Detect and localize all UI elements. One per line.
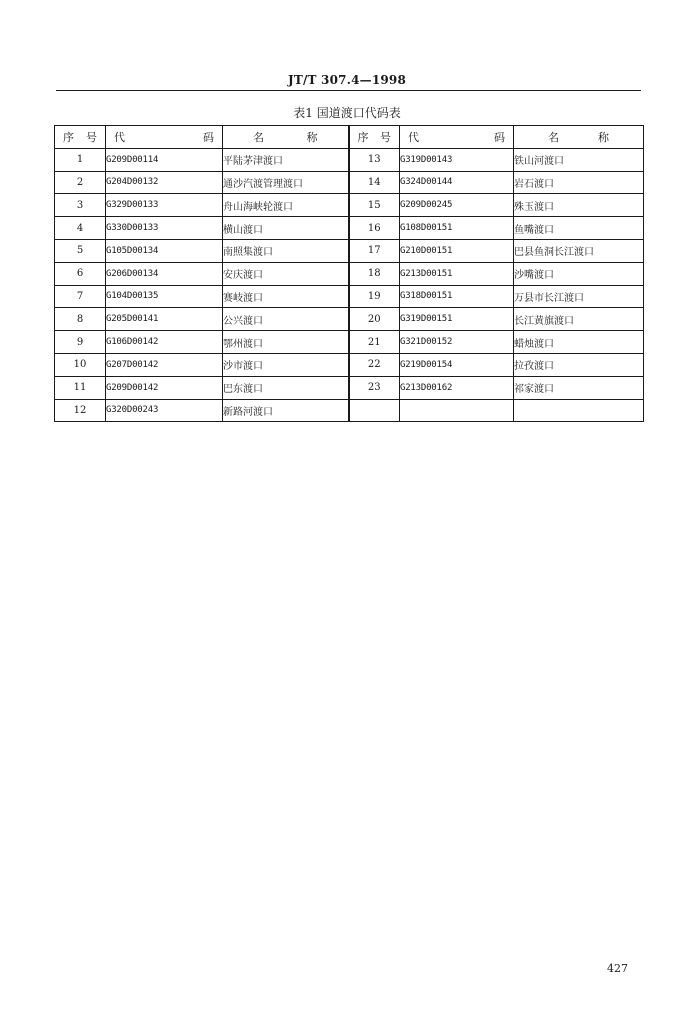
code-cell: G209D00114 <box>106 148 223 171</box>
seq-cell: 12 <box>55 399 106 422</box>
table-row <box>55 376 644 399</box>
code-cell: G213D00151 <box>400 262 514 285</box>
seq-cell: 21 <box>349 331 400 354</box>
code-cell: G209D00245 <box>400 194 514 217</box>
seq-cell: 17 <box>349 239 400 262</box>
name-cell: 通沙汽渡管理渡口 <box>223 171 349 194</box>
code-cell: G108D00151 <box>400 217 514 240</box>
name-cell <box>514 399 644 422</box>
name-cell: 舟山海峡轮渡口 <box>223 194 349 217</box>
code-cell: G206D00134 <box>106 262 223 285</box>
table-row <box>55 331 644 354</box>
seq-cell: 11 <box>55 376 106 399</box>
header-rule <box>56 90 641 91</box>
code-cell: G213D00162 <box>400 376 514 399</box>
table-row <box>55 171 644 194</box>
seq-cell: 7 <box>55 285 106 308</box>
seq-cell: 13 <box>349 148 400 171</box>
code-cell: G319D00143 <box>400 148 514 171</box>
seq-cell: 15 <box>349 194 400 217</box>
seq-cell: 14 <box>349 171 400 194</box>
name-cell: 铁山河渡口 <box>514 148 644 171</box>
name-cell: 赛岐渡口 <box>223 285 349 308</box>
code-cell: G318D00151 <box>400 285 514 308</box>
code-cell: G319D00151 <box>400 308 514 331</box>
code-cell: G219D00154 <box>400 353 514 376</box>
seq-cell: 6 <box>55 262 106 285</box>
code-cell: G321D00152 <box>400 331 514 354</box>
name-cell: 岩石渡口 <box>514 171 644 194</box>
name-cell: 横山渡口 <box>223 217 349 240</box>
header-name: 名 称 <box>514 126 644 149</box>
code-cell: G106D00142 <box>106 331 223 354</box>
table-row <box>55 194 644 217</box>
name-cell: 安庆渡口 <box>223 262 349 285</box>
code-cell: G329D00133 <box>106 194 223 217</box>
name-cell: 祁家渡口 <box>514 376 644 399</box>
header-code: 代 码 <box>106 126 223 149</box>
table-row <box>55 239 644 262</box>
seq-cell: 16 <box>349 217 400 240</box>
seq-cell: 20 <box>349 308 400 331</box>
seq-cell: 5 <box>55 239 106 262</box>
header-name: 名 称 <box>223 126 349 149</box>
code-cell: G330D00133 <box>106 217 223 240</box>
header-seq: 序 号 <box>55 126 106 149</box>
table-caption: 表1 国道渡口代码表 <box>293 106 401 120</box>
seq-cell: 18 <box>349 262 400 285</box>
name-cell: 殊玉渡口 <box>514 194 644 217</box>
seq-cell: 9 <box>55 331 106 354</box>
name-cell: 巴县鱼洞长江渡口 <box>514 239 644 262</box>
table-row <box>55 399 644 422</box>
name-cell: 鄂州渡口 <box>223 331 349 354</box>
seq-cell: 2 <box>55 171 106 194</box>
code-cell: G209D00142 <box>106 376 223 399</box>
name-cell: 巴东渡口 <box>223 376 349 399</box>
table-row <box>55 353 644 376</box>
code-cell <box>400 399 514 422</box>
seq-cell: 4 <box>55 217 106 240</box>
name-cell: 沙市渡口 <box>223 353 349 376</box>
seq-cell: 22 <box>349 353 400 376</box>
name-cell: 万县市长江渡口 <box>514 285 644 308</box>
name-cell: 公兴渡口 <box>223 308 349 331</box>
seq-cell: 23 <box>349 376 400 399</box>
header-seq: 序 号 <box>349 126 400 149</box>
table-row <box>55 285 644 308</box>
ferry-code-table <box>54 125 644 422</box>
seq-cell: 3 <box>55 194 106 217</box>
name-cell: 南照集渡口 <box>223 239 349 262</box>
table-header-row <box>55 126 644 149</box>
code-cell: G105D00134 <box>106 239 223 262</box>
name-cell: 拉孜渡口 <box>514 353 644 376</box>
code-cell: G210D00151 <box>400 239 514 262</box>
name-cell: 鱼嘴渡口 <box>514 217 644 240</box>
name-cell: 新路河渡口 <box>223 399 349 422</box>
table-row <box>55 217 644 240</box>
table-row <box>55 148 644 171</box>
name-cell: 长江黄旗渡口 <box>514 308 644 331</box>
seq-cell <box>349 399 400 422</box>
code-cell: G207D00142 <box>106 353 223 376</box>
header-code: 代 码 <box>400 126 514 149</box>
name-cell: 平陆茅津渡口 <box>223 148 349 171</box>
seq-cell: 10 <box>55 353 106 376</box>
seq-cell: 1 <box>55 148 106 171</box>
code-cell: G320D00243 <box>106 399 223 422</box>
code-cell: G324D00144 <box>400 171 514 194</box>
seq-cell: 19 <box>349 285 400 308</box>
code-cell: G104D00135 <box>106 285 223 308</box>
code-cell: G204D00132 <box>106 171 223 194</box>
seq-cell: 8 <box>55 308 106 331</box>
code-cell: G205D00141 <box>106 308 223 331</box>
table-row <box>55 308 644 331</box>
document-header: JT/T 307.4—1998 <box>287 73 407 87</box>
table-row <box>55 262 644 285</box>
name-cell: 沙嘴渡口 <box>514 262 644 285</box>
name-cell: 蜡烛渡口 <box>514 331 644 354</box>
page-number: 427 <box>607 962 628 975</box>
